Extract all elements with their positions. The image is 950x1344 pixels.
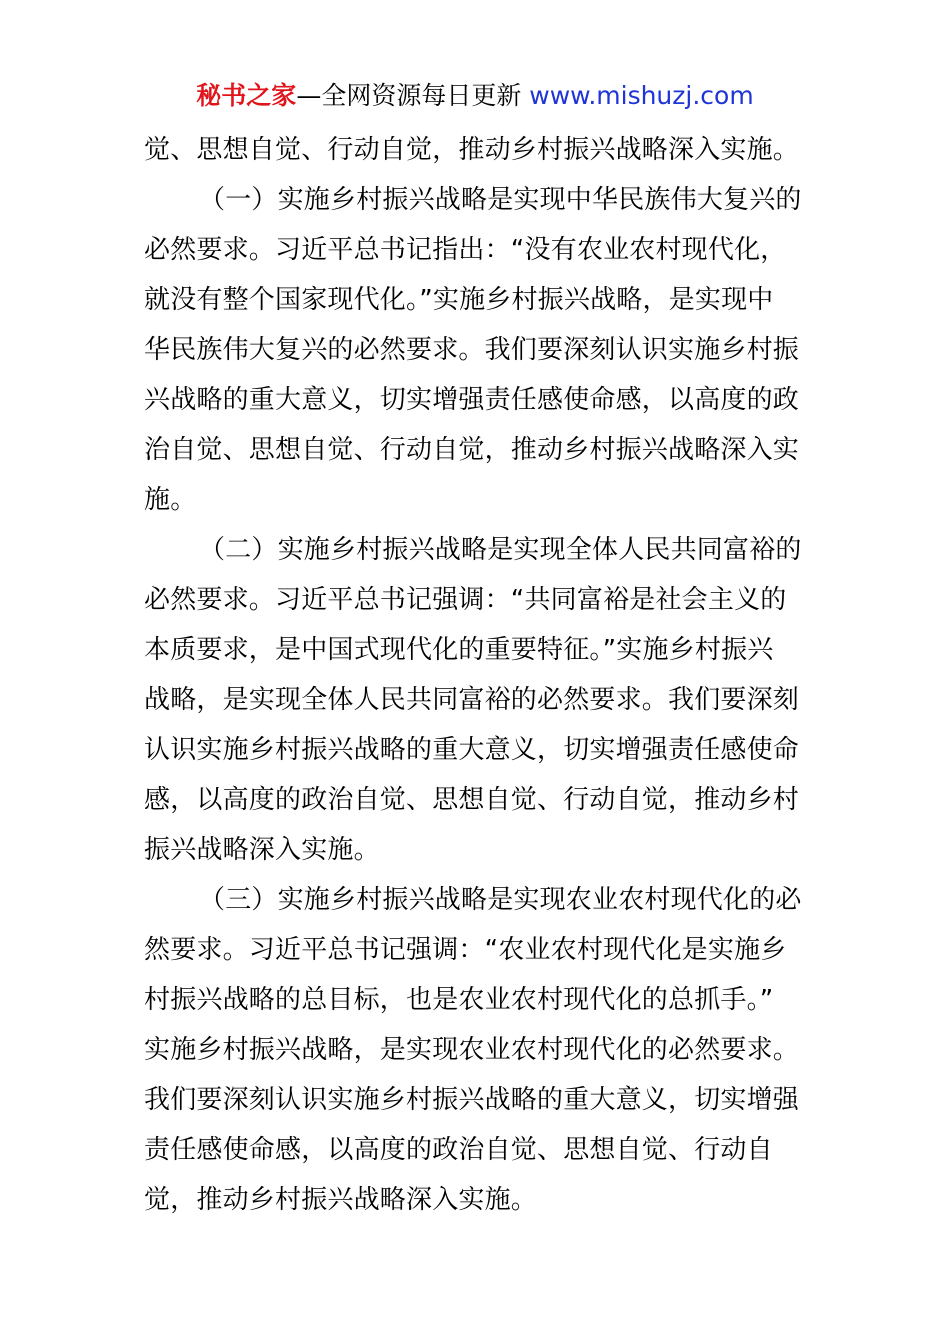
text-line: 我们要深刻认识实施乡村振兴战略的重大意义，切实增强 xyxy=(144,1085,800,1115)
text-line: 振兴战略深入实施。 xyxy=(144,835,380,865)
header-brand: 秘书之家 xyxy=(196,81,297,110)
document-body xyxy=(144,125,809,1225)
text-line: 感，以高度的政治自觉、思想自觉、行动自觉，推动乡村 xyxy=(144,785,800,815)
text-line: 觉，推动乡村振兴战略深入实施。 xyxy=(144,1185,538,1215)
paragraph-heading-1: （一）实施乡村振兴战略是实现中华民族伟大复兴的 xyxy=(199,185,802,215)
page-header xyxy=(0,78,950,114)
text-line: 责任感使命感，以高度的政治自觉、思想自觉、行动自 xyxy=(144,1135,773,1165)
header-tagline: —全网资源每日更新 xyxy=(296,81,522,110)
text-line: 兴战略的重大意义，切实增强责任感使命感，以高度的政 xyxy=(144,385,800,415)
text-line: 必然要求。习近平总书记强调：“共同富裕是社会主义的 xyxy=(144,585,787,615)
text-line: 华民族伟大复兴的必然要求。我们要深刻认识实施乡村振 xyxy=(144,335,800,365)
header-site-url[interactable]: www.mishuzj.com xyxy=(521,81,754,110)
text-line: 本质要求，是中国式现代化的重要特征。”实施乡村振兴 xyxy=(144,635,774,665)
text-line: 必然要求。习近平总书记指出：“没有农业农村现代化， xyxy=(144,235,787,265)
text-line: 认识实施乡村振兴战略的重大意义，切实增强责任感使命 xyxy=(144,735,800,765)
text-line: 实施乡村振兴战略，是实现农业农村现代化的必然要求。 xyxy=(144,1035,800,1065)
text-line: 然要求。习近平总书记强调：“农业农村现代化是实施乡 xyxy=(144,935,787,965)
text-line: 就没有整个国家现代化。”实施乡村振兴战略，是实现中 xyxy=(144,285,774,315)
paragraph-heading-3: （三）实施乡村振兴战略是实现农业农村现代化的必 xyxy=(199,885,802,915)
paragraph-heading-2: （二）实施乡村振兴战略是实现全体人民共同富裕的 xyxy=(199,535,802,565)
text-line: 治自觉、思想自觉、行动自觉，推动乡村振兴战略深入实 xyxy=(144,435,800,465)
text-line: 施。 xyxy=(144,485,197,515)
text-line: 觉、思想自觉、行动自觉，推动乡村振兴战略深入实施。 xyxy=(144,135,800,165)
text-line: 村振兴战略的总目标，也是农业农村现代化的总抓手。” xyxy=(144,985,774,1015)
text-line: 战略，是实现全体人民共同富裕的必然要求。我们要深刻 xyxy=(144,685,800,715)
